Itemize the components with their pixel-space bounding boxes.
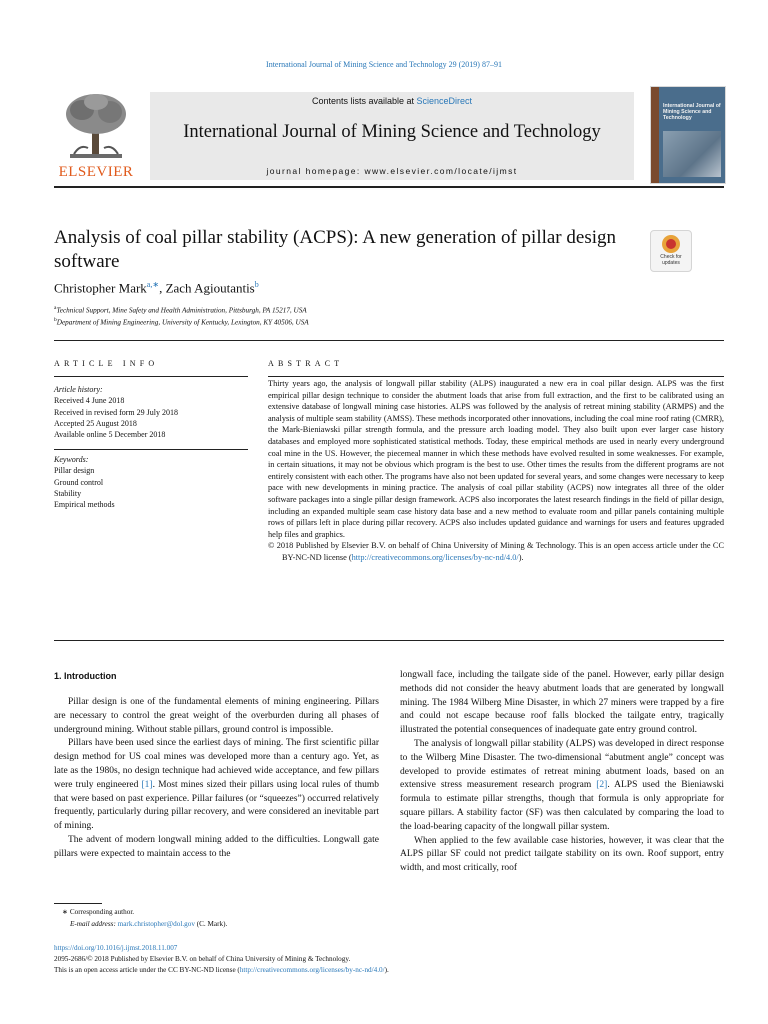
- author-2-affiliation-mark[interactable]: b: [254, 280, 259, 289]
- article-title: Analysis of coal pillar stability (ACPS): A new generation of pillar design software: [54, 227, 616, 272]
- author-1-affiliation-marks[interactable]: a,∗: [146, 280, 160, 289]
- corresponding-author-note: ∗ Corresponding author.: [62, 908, 135, 916]
- affiliation-b: $^b$Department of Mining Engineering, University of Kentucky, Lexington, KY 40506, USA: [54, 317, 309, 327]
- elsevier-tree-logo: [56, 90, 136, 162]
- keyword: Empirical methods: [54, 500, 115, 510]
- journal-homepage: [150, 166, 634, 176]
- left-column-body: [54, 696, 379, 862]
- tree-icon: [56, 90, 136, 162]
- check-for-updates-badge[interactable]: [650, 230, 692, 272]
- article-history: [54, 384, 254, 440]
- history-revised: Received in revised form 29 July 2018: [54, 407, 178, 417]
- contents-line: [150, 96, 634, 106]
- keywords-rule: [54, 449, 248, 450]
- contents-prefix: Contents lists available at: [311, 96, 417, 106]
- keywords-label: Keywords:: [54, 455, 89, 464]
- footnote-rule: [54, 903, 102, 904]
- sciencedirect-link[interactable]: ScienceDirect: [416, 96, 473, 106]
- cover-title: International Journal of Mining Science and Technology: [663, 103, 721, 121]
- author-1: Christopher Mark: [54, 280, 147, 296]
- issn-line: 2095-2686/© 2018 Published by Elsevier B.V. on behalf of China University of Mining & Technology.: [54, 955, 351, 963]
- journal-title: International Journal of Mining Science and Technology: [183, 122, 601, 142]
- license-line: This is an open access article under the CC BY-NC-ND license (http://creativecommons.org/licenses/by-nc-nd/4.0/).: [54, 966, 389, 974]
- author-email-link[interactable]: mark.christopher@dol.gov: [117, 920, 195, 928]
- journal-cover-thumbnail[interactable]: [650, 86, 726, 184]
- intro-paragraph-4: longwall face, including the tailgate side of the panel. However, early pillar design methods did not consider the heavy abutment loads that are generated by longwall mining. The 1984 Wilberg Mine Disaster, in which 27 miners were trapped by a fire and could not escape because roof falls blocked the tailgate entry, tragically illustrated the potential consequences of inadequate gate entry ground control.: [400, 670, 724, 736]
- abstract-body: [268, 378, 724, 564]
- history-accepted: Accepted 25 August 2018: [54, 418, 137, 428]
- homepage-link[interactable]: www.elsevier.com/locate/ijmst: [364, 166, 518, 176]
- history-online: Available online 5 December 2018: [54, 430, 166, 440]
- cover-image: [663, 131, 721, 177]
- keyword: Pillar design: [54, 466, 95, 476]
- keyword: Stability: [54, 488, 82, 498]
- history-label: Article history:: [54, 385, 103, 394]
- intro-paragraph-6: When applied to the few available case histories, however, it was clear that the ALPS pillar SF could not predict tailgate stability on its own. Roof support, entry width, and most critically, roof: [400, 835, 724, 874]
- running-header[interactable]: International Journal of Mining Science and Technology 29 (2019) 87–91: [266, 60, 502, 69]
- history-received: Received 4 June 2018: [54, 396, 125, 406]
- intro-paragraph-2: Pillars have been used since the earliest days of mining. The first scientific pillar design method for US coal mines was developed more than a century ago. Yet, as late as the 1980s, no design technique had achieved wide acceptance, and few pillars were truly engineered [1]. Most mines sized their pillars using local rules of thumb that were based on past experience. Pillar failures (or “squeezes”) occurred relatively frequently, particularly during pillar recovery, and were considered an inevitable part of mining.: [54, 738, 379, 832]
- doi-link[interactable]: https://doi.org/10.1016/j.ijmst.2018.11.007: [54, 944, 178, 952]
- right-column-body: [400, 669, 724, 876]
- check-for-updates-label: Check for updates: [660, 254, 682, 266]
- article-info-rule: [54, 376, 248, 377]
- homepage-prefix: journal homepage:: [266, 166, 365, 176]
- reference-link-2[interactable]: [2]: [596, 780, 608, 791]
- abstract-copyright: © 2018 Published by Elsevier B.V. on behalf of China University of Mining & Technology. This is an open access article under the CC BY-NC-ND license (http://creativecommons.org/licenses/by-nc-nd/4.0/).: [268, 541, 724, 562]
- intro-paragraph-1: Pillar design is one of the fundamental elements of mining engineering. Pillars are necessary to control the great weight of the overburden during all phases of underground mining. Without stable pillars, ground control is impossible.: [54, 697, 379, 735]
- abstract-rule: [268, 376, 724, 377]
- article-info-heading: ARTICLE INFO: [54, 359, 159, 368]
- bottom-license-link[interactable]: http://creativecommons.org/licenses/by-nc-nd/4.0/: [239, 966, 385, 974]
- intro-paragraph-5: The analysis of longwall pillar stability (ALPS) was developed in direct response to the Wilberg Mine Disaster. The two-dimensional “abutment angle” concept was developed to provide estimates of retreat mining abutment loads, based on an extensive stress measurement research program [2]. ALPS used the Bieniawski formula to estimate pillar strengths, though that formula is only appropriate for square pillars. A stability factor (SF) was then calculated by comparing the load to the load-bearing capacity of the longwall pillar system.: [400, 738, 724, 832]
- header-rule: [54, 186, 724, 188]
- author-list: Christopher Mark$^{a,∗}$, Zach Agioutantis$^b$: [54, 280, 259, 296]
- abstract-heading: ABSTRACT: [268, 359, 344, 368]
- author-email-line: E-mail address: mark.christopher@dol.gov (C. Mark).: [70, 920, 228, 928]
- affiliation-rule: [54, 340, 724, 341]
- license-link[interactable]: http://creativecommons.org/licenses/by-nc-nd/4.0/: [351, 552, 519, 562]
- author-2: Zach Agioutantis: [165, 280, 255, 296]
- abstract-bottom-rule: [54, 640, 724, 641]
- keyword: Ground control: [54, 477, 104, 487]
- section-heading-introduction: 1. Introduction: [54, 671, 117, 681]
- abstract-text: Thirty years ago, the analysis of longwall pillar stability (ALPS) inaugurated a new era in coal pillar design. ALPS was the first empirical pillar design technique to consider the abutment loads that arise from full extraction, and the first to be calibrated using an extensive database of longwall mining case histories. ALPS was followed by the analysis of retreat mining stability (ARMPS) and the analysis of multiple seam stability (AMSS). These methods incorporated other innovations, including the coal mine roof rating (CMRR), the Mark-Bieniawski pillar strength formula, and the pressure arch loading model. They also built upon ever larger case history databases and employed more sophisticated statistical methods. Today, these empirical methods are used in nearly every underground coal mine in the US. However, the piecemeal manner in which these methods have evolved resulted in some weaknesses. For example, in certain situations, it may not be obvious which program is the best to use. Other times the results from the different programs are not entirely consistent with each other. The programs have also not been updated for several years, and some changes were necessary to keep pace with new developments in mining practice. The analysis of coal pillar stability (ACPS) now integrates all three of the older software packages into a single pillar design framework. ACPS also incorporates the latest research findings in the field of pillar design, including an expanded multiple seam case history data base and a new method to evaluate room and pillar panels containing multiple rows of pillars left in place during pillar recovery. ACPS also includes updated guidance and warnings for users and features upgraded help files and graphics.: [268, 379, 724, 539]
- elsevier-wordmark: ELSEVIER: [58, 164, 134, 180]
- affiliation-a: $^a$Technical Support, Mine Safety and Health Administration, Pittsburgh, PA 15217, USA: [54, 305, 307, 315]
- intro-paragraph-3: The advent of modern longwall mining added to the difficulties. Longwall gate pillars were expected to maintain access to the: [54, 834, 379, 859]
- reference-link-1[interactable]: [1]: [141, 779, 153, 790]
- keywords: [54, 454, 254, 510]
